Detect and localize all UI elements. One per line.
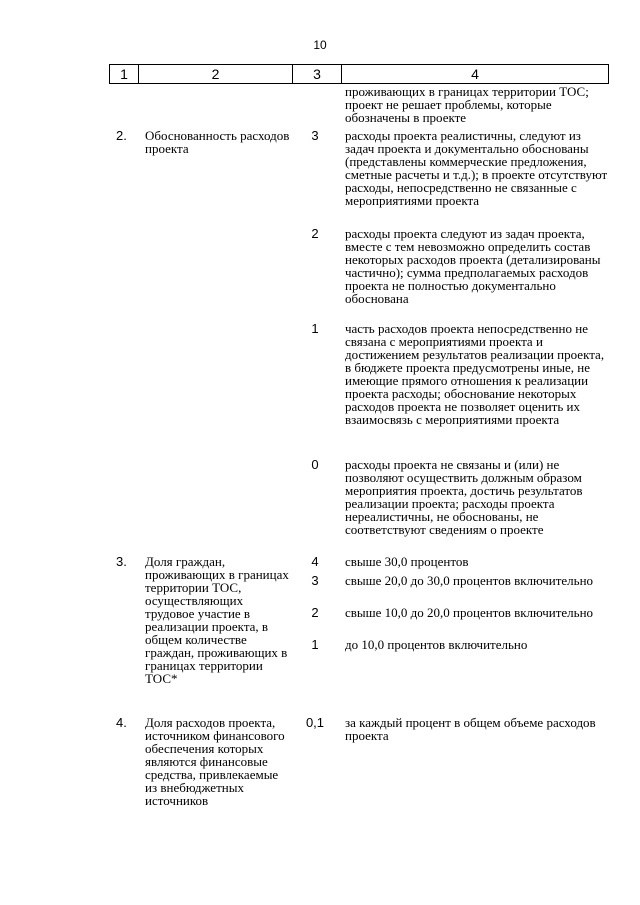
header-col-4: 4 <box>471 66 479 82</box>
score-description: свыше 30,0 процентов <box>345 554 469 569</box>
criterion-text: Доля расходов проекта, источником финансового обеспечения которых являются финансовые средства, привлекаемые из внебюджетных источников <box>145 715 285 808</box>
score-description: свыше 10,0 до 20,0 процентов включительно <box>345 605 594 620</box>
score-value: 0,1 <box>305 715 325 730</box>
page-number: 10 <box>313 38 327 52</box>
score-description: расходы проекта не связаны и (или) не позволяют осуществить должным образом мероприятия проекта, достичь результатов реализации проекта; расходы проекта нереалистичны, не обоснованы, не соответствуют сведениям о проекте <box>345 457 583 537</box>
header-col-1: 1 <box>110 65 139 83</box>
score-value: 2 <box>311 226 319 241</box>
row-number: 3. <box>116 554 127 569</box>
criterion-text: Доля граждан, проживающих в границах территории ТОС, осуществляющих трудовое участие в реализации проекта, в общем количестве граждан, проживающих в границах территории ТОС* <box>145 554 289 686</box>
score-description: до 10,0 процентов включительно <box>345 637 528 652</box>
score-value: 3 <box>311 573 319 588</box>
score-value: 4 <box>311 554 319 569</box>
table-header <box>109 64 609 84</box>
score-value: 1 <box>311 321 319 336</box>
score-description: за каждый процент в общем объеме расходов проекта <box>345 715 596 743</box>
score-description: свыше 20,0 до 30,0 процентов включительно <box>345 573 594 588</box>
header-col-3: 3 <box>293 65 342 83</box>
criterion-text: Обоснованность расходов проекта <box>145 128 290 156</box>
row-number: 2. <box>116 128 127 143</box>
score-description: расходы проекта реалистичны, следуют из задач проекта и документально обоснованы (представлены коммерческие предложения, сметные расчеты и т.д.); в проекте отсутствуют расходы, непосредственно не связанные с мероприятиями проекта <box>345 128 608 208</box>
score-value: 1 <box>311 637 319 652</box>
score-description: расходы проекта следуют из задач проекта, вместе с тем невозможно определить состав некоторых расходов проекта (детализированы частично); сумма предполагаемых расходов проекта не полностью документально обоснована <box>345 226 601 306</box>
continued-text: проживающих в границах территории ТОС; проект не решает проблемы, которые обозначены в проекте <box>345 84 589 125</box>
score-value: 2 <box>311 605 319 620</box>
header-col-2: 2 <box>139 65 293 83</box>
score-value: 3 <box>311 128 319 143</box>
row-number: 4. <box>116 715 127 730</box>
score-description: часть расходов проекта непосредственно не связана с мероприятиями проекта и достижением результатов реализации проекта, в бюджете проекта предусмотрены иные, не имеющие прямого отношения к реализации проекта расходы; обоснование некоторых расходов проекта не позволяет оценить их взаимосвязь с мероприятиями проекта <box>345 321 605 427</box>
score-value: 0 <box>311 457 319 472</box>
